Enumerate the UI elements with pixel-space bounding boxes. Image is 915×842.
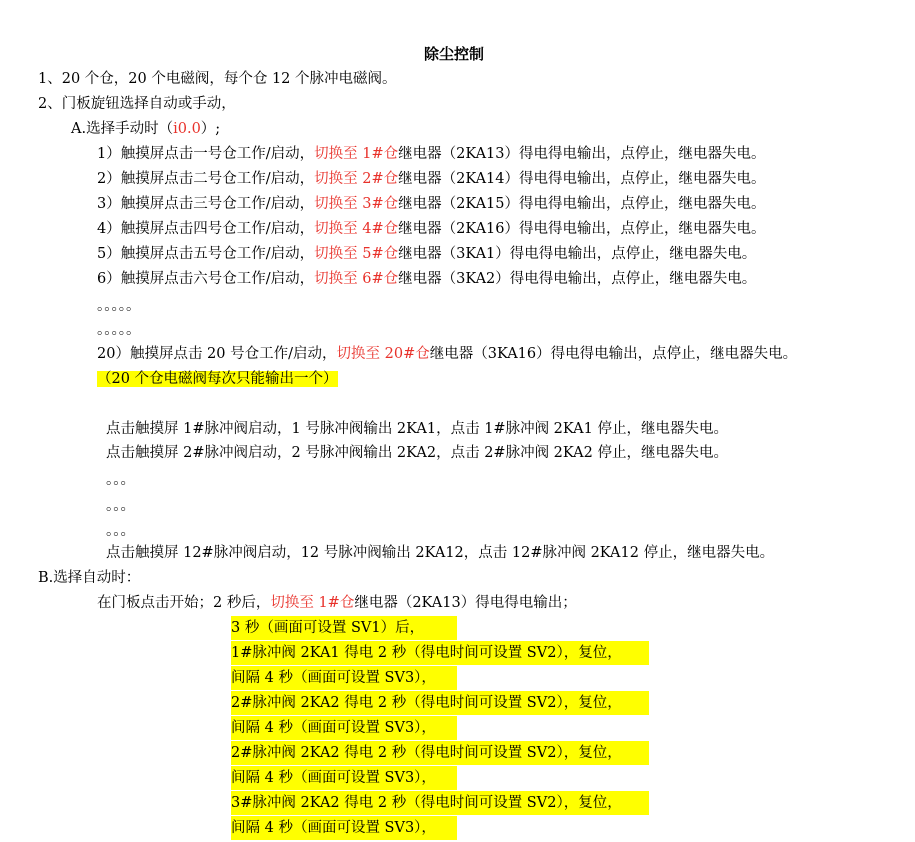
auto-step: 3#脉冲阀 2KA2 得电 2 秒（得电时间可设置 SV2），复位，	[231, 791, 649, 815]
pulse-line-2: 点击触摸屏 2#脉冲阀启动，2 号脉冲阀输出 2KA2，点击 2#脉冲阀 2KA2 停止，继电器失电。	[106, 445, 728, 461]
item-switch-text: 切换至 5#仓	[314, 246, 399, 262]
item-switch-text: 切换至 2#仓	[314, 171, 399, 187]
item-switch-text: 切换至 3#仓	[314, 196, 399, 212]
ellipsis-dots: 。。。。。	[97, 322, 141, 338]
item-switch-text: 切换至 1#仓	[314, 146, 399, 162]
auto-step: 1#脉冲阀 2KA1 得电 2 秒（得电时间可设置 SV2），复位，	[231, 641, 649, 665]
manual-heading-suffix: ）;	[200, 121, 221, 137]
pulse-line-1: 点击触摸屏 1#脉冲阀启动，1 号脉冲阀输出 2KA1，点击 1#脉冲阀 2KA1 停止，继电器失电。	[106, 421, 728, 437]
auto-step: 3 秒（画面可设置 SV1）后，	[231, 616, 457, 640]
item-text: 继电器（2KA15）得电得电输出，点停止，继电器失电。	[398, 196, 766, 212]
item-text: 继电器（3KA1）得电得电输出，点停止，继电器失电。	[398, 246, 757, 262]
auto-start-text: 继电器（2KA13）得电得电输出；	[354, 595, 577, 611]
item-text: 继电器（2KA16）得电得电输出，点停止，继电器失电。	[398, 221, 766, 237]
auto-step: 间隔 4 秒（画面可设置 SV3），	[231, 716, 457, 740]
manual-item-20	[97, 342, 797, 366]
item-text: 继电器（2KA14）得电得电输出，点停止，继电器失电。	[398, 171, 766, 187]
item-text: 3）触摸屏点击三号仓工作/启动，	[97, 196, 315, 212]
manual-heading-input: i0.0	[173, 121, 201, 137]
ellipsis-dots: 。。。	[106, 472, 135, 488]
item-text: 继电器（3KA2）得电得电输出，点停止，继电器失电。	[398, 271, 757, 287]
item-text: 6）触摸屏点击六号仓工作/启动，	[97, 271, 315, 287]
item-text: 1）触摸屏点击一号仓工作/启动，	[97, 146, 315, 162]
auto-step: 间隔 4 秒（画面可设置 SV3），	[231, 666, 457, 690]
manual-item-3	[97, 192, 765, 216]
ellipsis-dots: 。。。。。	[97, 298, 141, 314]
manual-heading	[71, 117, 220, 141]
page-title: 除尘控制	[424, 45, 485, 63]
manual-item-1	[97, 142, 765, 166]
manual-item-6	[97, 267, 756, 291]
auto-start-text: 在门板点击开始；2 秒后，	[97, 595, 271, 611]
item-text: 20）触摸屏点击 20 号仓工作/启动，	[97, 346, 337, 362]
item-text: 继电器（2KA13）得电得电输出，点停止，继电器失电。	[398, 146, 766, 162]
item-text: 继电器（3KA16）得电得电输出，点停止，继电器失电。	[429, 346, 798, 362]
paragraph-line-2: 2、门板旋钮选择自动或手动，	[38, 96, 236, 112]
paragraph-line-1: 1、20 个仓，20 个电磁阀，每个仓 12 个脉冲电磁阀。	[38, 71, 397, 87]
pulse-line-12: 点击触摸屏 12#脉冲阀启动，12 号脉冲阀输出 2KA12，点击 12#脉冲阀 2KA12 停止，继电器失电。	[106, 545, 775, 561]
item-text: 5）触摸屏点击五号仓工作/启动，	[97, 246, 315, 262]
highlighted-note: （20 个仓电磁阀每次只能输出一个）	[97, 371, 338, 387]
manual-item-5	[97, 242, 756, 266]
auto-heading: B.选择自动时：	[38, 570, 141, 586]
manual-heading-prefix: A.选择手动时（	[71, 121, 174, 137]
manual-item-2	[97, 167, 765, 191]
auto-step: 2#脉冲阀 2KA2 得电 2 秒（得电时间可设置 SV2），复位，	[231, 691, 649, 715]
auto-step: 间隔 4 秒（画面可设置 SV3），	[231, 766, 457, 790]
auto-switch-text: 切换至 1#仓	[270, 595, 355, 611]
auto-start-line	[97, 591, 577, 615]
item-text: 2）触摸屏点击二号仓工作/启动，	[97, 171, 315, 187]
manual-note	[97, 367, 338, 391]
ellipsis-dots: 。。。	[106, 523, 135, 539]
item-switch-text: 切换至 6#仓	[314, 271, 399, 287]
auto-step: 间隔 4 秒（画面可设置 SV3），	[231, 816, 457, 840]
manual-item-4	[97, 217, 765, 241]
item-text: 4）触摸屏点击四号仓工作/启动，	[97, 221, 315, 237]
ellipsis-dots: 。。。	[106, 498, 135, 514]
item-switch-text: 切换至 20#仓	[336, 346, 430, 362]
auto-step: 2#脉冲阀 2KA2 得电 2 秒（得电时间可设置 SV2），复位，	[231, 741, 649, 765]
item-switch-text: 切换至 4#仓	[314, 221, 399, 237]
